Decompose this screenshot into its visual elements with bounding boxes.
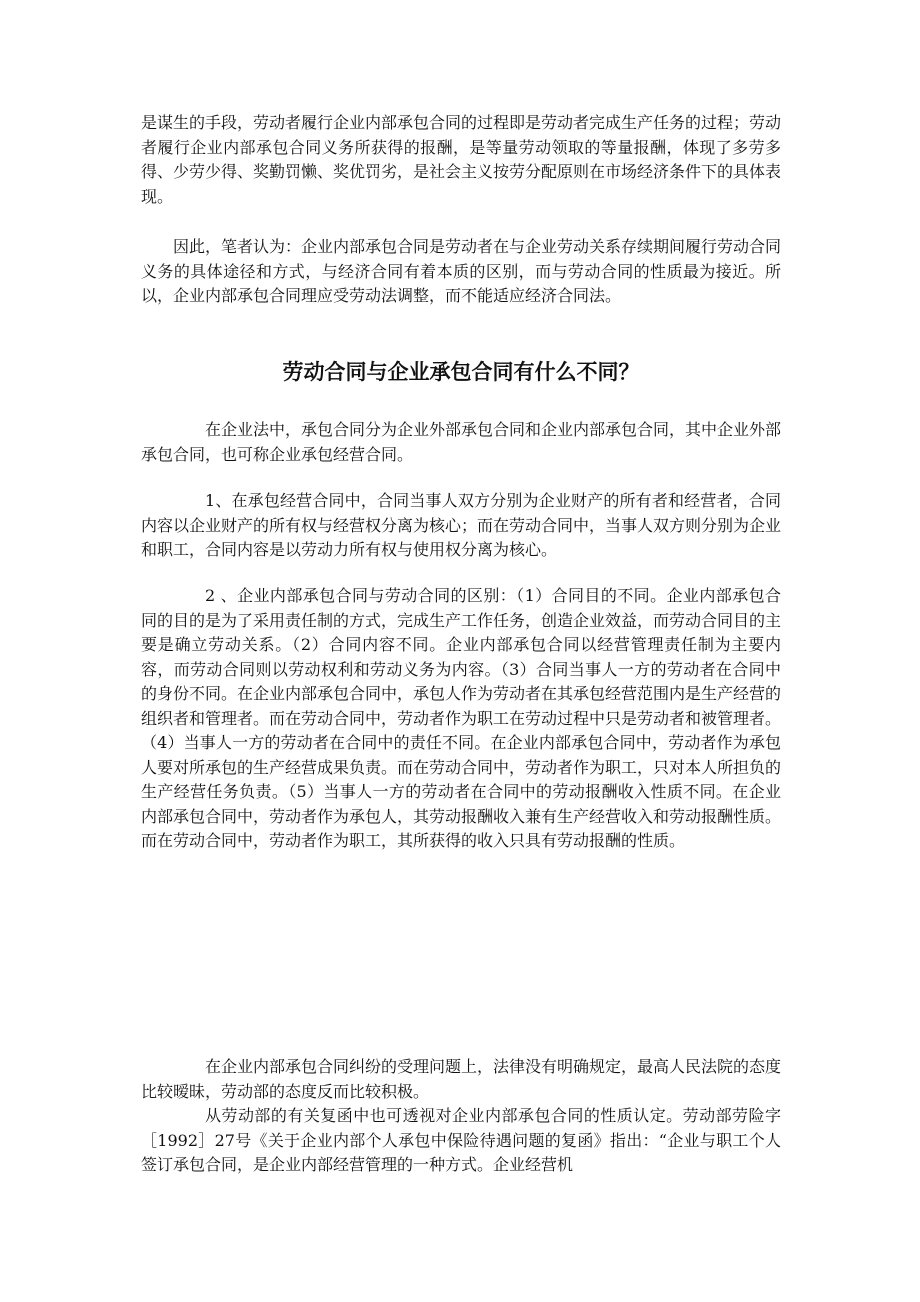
paragraph-6: 在企业内部承包合同纠纷的受理问题上，法律没有明确规定，最高人民法院的态度比较暧昧，劳动部的态度反而比较积极。 [141,1057,782,1101]
paragraph-3: 在企业法中，承包合同分为企业外部承包合同和企业内部承包合同，其中企业外部承包合同，也可称企业承包经营合同。 [141,420,782,464]
section-heading: 劳动合同与企业承包合同有什么不同？ [282,360,640,384]
paragraph-1: 是谋生的手段，劳动者履行企业内部承包合同的过程即是劳动者完成生产任务的过程；劳动者履行企业内部承包合同义务所获得的报酬，是等量劳动领取的等量报酬，体现了多劳多得、少劳少得、奖勤罚懒、奖优罚劣，是社会主义按劳分配原则在市场经济条件下的具体表现。 [141,113,782,206]
paragraph-4: 1、在承包经营合同中，合同当事人双方分别为企业财产的所有者和经营者，合同内容以企业财产的所有权与经营权分离为核心；而在劳动合同中，当事人双方则分别为企业和职工，合同内容是以劳动力所有权与使用权分离为核心。 [141,491,782,559]
paragraph-5: 2 、企业内部承包合同与劳动合同的区别：（1）合同目的不同。企业内部承包合同的目的是为了采用责任制的方式，完成生产工作任务，创造企业效益，而劳动合同目的主要是确立劳动关系。（2）合同内容不同。企业内部承包合同以经营管理责任制为主要内容，而劳动合同则以劳动权利和劳动义务为内容。（3）合同当事人一方的劳动者在合同中的身份不同。在企业内部承包合同中，承包人作为劳动者在其承包经营范围内是生产经营的组织者和管理者。而在劳动合同中，劳动者作为职工在劳动过程中只是劳动者和被管理者。（4）当事人一方的劳动者在合同中的责任不同。在企业内部承包合同中，劳动者作为承包人要对所承包的生产经营成果负责。而在劳动合同中，劳动者作为职工，只对本人所担负的生产经营任务负责。（5）当事人一方的劳动者在合同中的劳动报酬收入性质不同。在企业内部承包合同中，劳动者作为承包人，其劳动报酬收入兼有生产经营收入和劳动报酬性质。而在劳动合同中，劳动者作为职工，其所获得的收入只具有劳动报酬的性质。 [141,586,782,850]
paragraph-2: 因此，笔者认为：企业内部承包合同是劳动者在与企业劳动关系存续期间履行劳动合同义务的具体途径和方式，与经济合同有着本质的区别，而与劳动合同的性质最为接近。所以，企业内部承包合同理应受劳动法调整，而不能适应经济合同法。 [141,237,782,305]
paragraph-7: 从劳动部的有关复函中也可透视对企业内部承包合同的性质认定。劳动部劳险字［1992］27号《关于企业内部个人承包中保险待遇问题的复函》指出：“企业与职工个人签订承包合同，是企业内部经营管理的一种方式。企业经营机 [141,1106,781,1174]
